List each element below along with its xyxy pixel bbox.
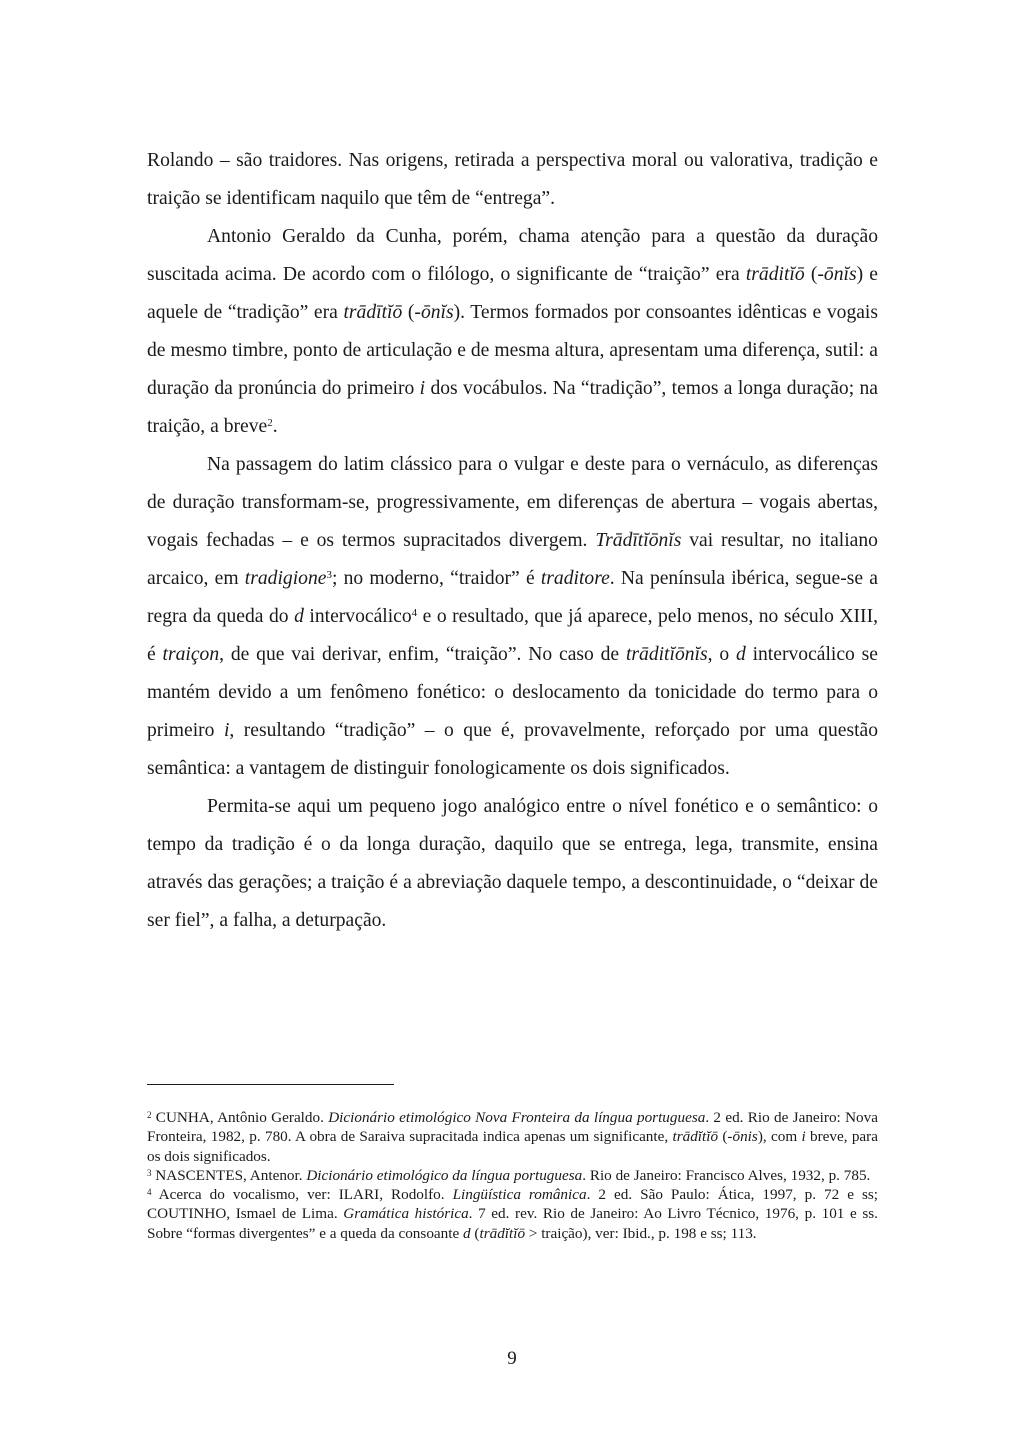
footnote-4 [147,1185,878,1243]
body-text [147,142,878,940]
page-number: 9 [507,1348,517,1369]
italic-letter: i [223,720,230,741]
book-title: Dicionário etimológico da língua portuguesa [306,1166,583,1184]
text-span: . Rio de Janeiro: Francisco Alves, 1932, p. 785. [582,1166,871,1184]
text-span: intervocálico [303,606,412,627]
text-span: e o resultado, que já aparece, pelo menos, no século XIII, é [147,606,878,665]
book-title: Gramática histórica [343,1205,469,1223]
text-span: > traição), ver: Ibid., p. 198 e ss; 113. [525,1224,757,1242]
latin-term: ōnĭs [823,264,857,285]
paragraph-continuation [147,142,878,218]
paragraph-text: Permita-se aqui um pequeno jogo analógico entre o nível fonético e o semântico: o tempo da tradição é o da longa duração, daquilo que se entrega, lega, transmite, ensina através das gerações; a traição é a abreviação daquele tempo, a descontinuidade, o “deixar de ser fiel”, a falha, a deturpação. [147,796,878,931]
italic-letter: i [801,1128,806,1146]
paragraph-latin-evolution [147,446,878,788]
text-span: ). Termos formados por consoantes idênticas e vogais de mesmo timbre, ponto de articulação e de mesma altura, apresentam uma diferença, sutil: a duração da pronúncia do primeiro [147,302,879,399]
text-span: (- [402,302,421,323]
footnote-3 [147,1166,878,1185]
old-portuguese-term: traiçon [162,644,220,665]
latin-term: ōnis [732,1128,758,1146]
book-title: Lingüística românica [452,1186,587,1204]
text-span: ) e aquele de “tradição” era [147,264,879,323]
footnote-2 [147,1108,878,1166]
text-span: vai resultar, no italiano arcaico, em [147,530,878,589]
text-span: CUNHA, Antônio Geraldo. [151,1109,329,1126]
text-span: dos vocábulos. Na “tradição”, temos a longa duração; na traição, a breve [147,378,879,437]
italic-letter: d [294,606,304,627]
text-span: , o [707,644,736,665]
latin-term: trāditĭōnĭs [625,644,708,665]
italian-term: tradigione [244,568,327,589]
latin-term: trādītĭō [343,302,403,323]
paragraph-text: Rolando – são traidores. Nas origens, retirada a perspectiva moral ou valorativa, tradição e traição se identificam naquilo que têm de “entrega”. [147,150,878,209]
text-span: , de que vai derivar, enfim, “traição”. No caso de [219,644,626,665]
text-span: . Na península ibérica, segue-se a regra da queda do [147,568,878,627]
latin-term: trādĭtĭō [479,1224,526,1242]
text-span: Antonio Geraldo da Cunha, porém, chama atenção para a questão da duração suscitada acima. De acordo com o filólogo, o significante de “traição” era [147,226,878,285]
text-span: ), com [757,1128,802,1146]
text-span: (- [718,1128,733,1146]
text-span: ( [470,1224,480,1242]
footnote-number: 2 [147,1110,152,1120]
footnote-separator [147,1084,394,1085]
italic-letter: d [463,1224,471,1242]
text-span: . 2 ed. São Paulo: Ática, 1997, p. 72 e ss; COUTINHO, Ismael de Lima. [147,1186,878,1223]
footnote-number: 3 [147,1167,152,1178]
latin-term: trādĭtĭō [672,1128,719,1146]
paragraph-cunha [147,218,878,446]
text-span: intervocálico se mantém devido a um fenômeno fonético: o deslocamento da tonicidade do termo para o primeiro [147,644,878,741]
footnote-ref-2[interactable]: 2 [267,417,273,429]
text-span: . 7 ed. rev. Rio de Janeiro: Ao Livro Técnico, 1976, p. 101 e ss. Sobre “formas divergentes” e a queda da consoante [147,1205,878,1242]
footnote-ref-4[interactable]: 4 [411,607,418,619]
italic-letter: i [419,378,426,399]
text-span: Acerca do vocalismo, ver: ILARI, Rodolfo. [151,1186,453,1204]
footnotes [147,1108,878,1243]
italian-term: traditore [540,568,610,589]
footnote-number: 4 [147,1187,152,1198]
text-span: (- [804,264,824,285]
text-span: NASCENTES, Antenor. [151,1166,307,1184]
italic-letter: d [735,644,746,665]
text-span: ; no moderno, “traidor” é [331,568,541,589]
paragraph-analogy [147,788,878,940]
footnote-ref-3[interactable]: 3 [326,569,332,581]
text-span: Na passagem do latim clássico para o vulgar e deste para o vernáculo, as diferenças de duração transformam-se, progressivamente, em diferenças de abertura – vogais abertas, vogais fechadas – e os termos supracitados divergem. [147,454,878,551]
text-span: breve, para os dois significados. [147,1128,878,1165]
latin-term: Trādītĭōnĭs [595,530,682,551]
text-span: . 2 ed. Rio de Janeiro: Nova Fronteira, 1982, p. 780. A obra de Saraiva supracitada indica apenas um significante, [147,1109,878,1146]
book-title: Dicionário etimológico Nova Fronteira da língua portuguesa [328,1109,706,1126]
text-span: . [272,416,278,437]
latin-term: trāditĭō [745,264,805,285]
text-span: , resultando “tradição” – o que é, provavelmente, reforçado por uma questão semântica: a vantagem de distinguir fonologicamente os dois significados. [147,720,879,779]
latin-term: ōnĭs [420,302,454,323]
